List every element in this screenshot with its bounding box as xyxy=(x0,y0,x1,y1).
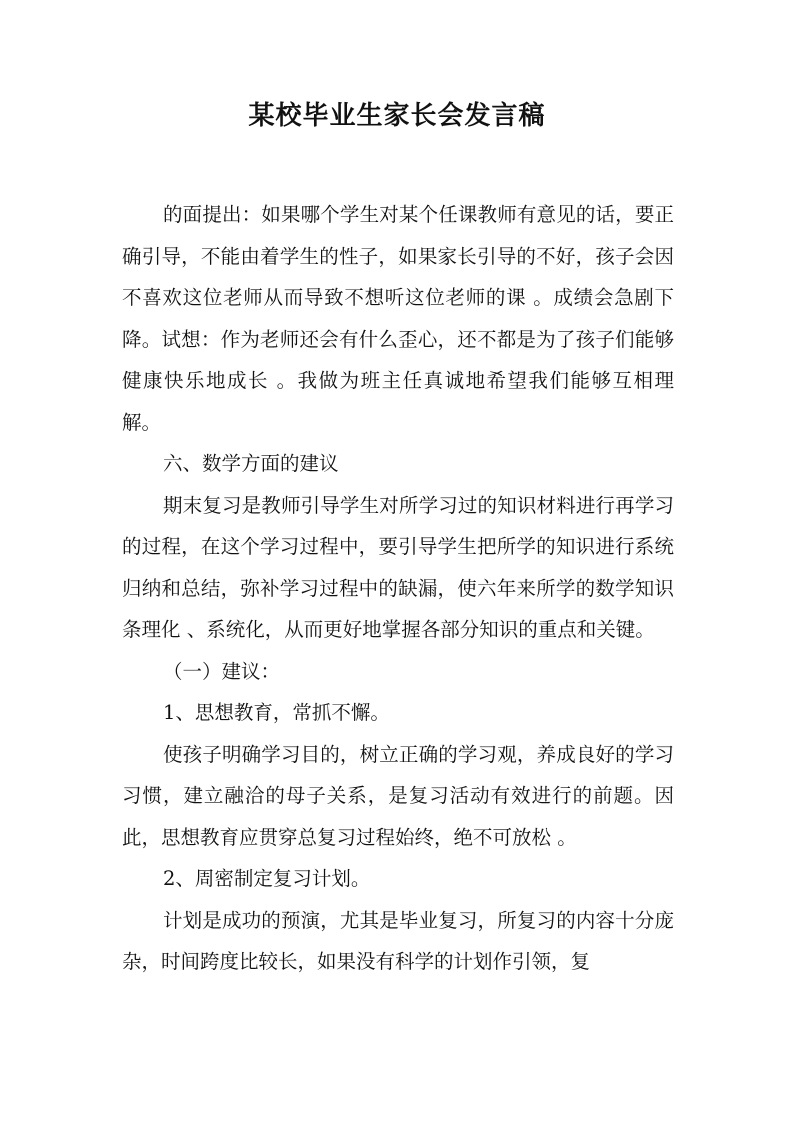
item-heading-ideological-education: 1、思想教育，常抓不懈。 xyxy=(163,701,390,724)
item-heading-review-plan: 2、周密制定复习计划。 xyxy=(163,867,371,890)
paragraph-final-review: 期末复习是教师引导学生对所学习过的知识材料进行再学习的过程，在这个学习过程中，要引导学生把所学的知识进行系统归纳和总结，弥补学习过程中的缺漏，使六年来所学的数学知识条理化 、系统化，从而更好地掌握各部分知识的重点和关键。 xyxy=(122,493,674,641)
subsection-heading-suggestions: （一）建议： xyxy=(163,659,281,683)
paragraph-parent-communication: 的面提出：如果哪个学生对某个任课教师有意见的话，要正确引导，不能由着学生的性子，如果家长引导的不好，孩子会因不喜欢这位老师从而导致不想听这位老师的课 。成绩会急剧下降。试想：作为老师还会有什么歪心，还不都是为了孩子们能够健康快乐地成长 。我做为班主任真诚地希望我们能够互相理解。 xyxy=(122,203,674,434)
document-body xyxy=(122,194,674,983)
paragraph-learning-goals: 使孩子明确学习目的，树立正确的学习观，养成良好的学习习惯，建立融洽的母子关系，是复习活动有效进行的前题。因此，思想教育应贯穿总复习过程始终，绝不可放松 。 xyxy=(122,742,674,849)
paragraph-plan-preview: 计划是成功的预演，尤其是毕业复习，所复习的内容十分庞杂，时间跨度比较长，如果没有科学的计划作引领，复 xyxy=(122,908,674,973)
section-heading-math-advice: 六、数学方面的建议 xyxy=(163,452,339,475)
document-title: 某校毕业生家长会发言稿 xyxy=(248,101,546,131)
